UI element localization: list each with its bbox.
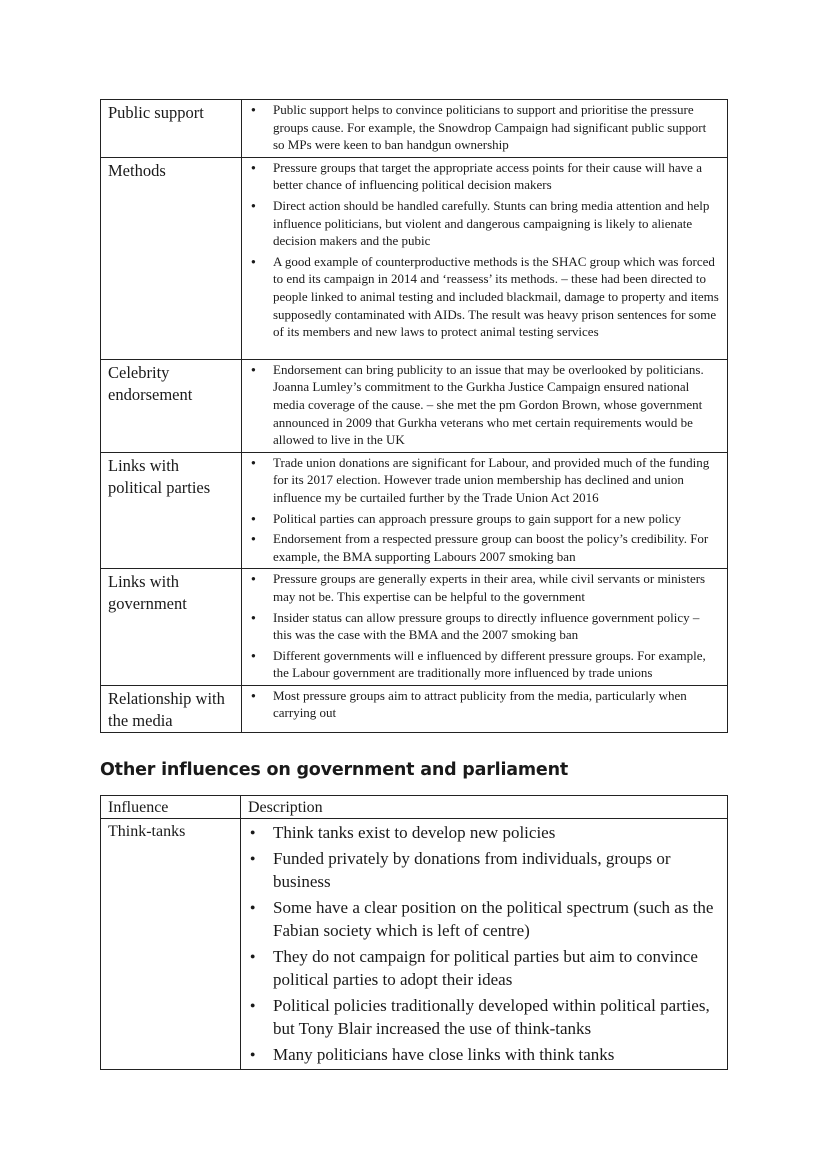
list-item: ● Public support helps to convince politicians to support and prioritise the pressure groups cause. For example, the Snowdrop Campaign had significant public support so MPs were keen to ban handgun ownership — [250, 101, 719, 154]
list-item: ● Most pressure groups aim to attract publicity from the media, particularly when carrying out — [250, 687, 719, 722]
bullet-list — [250, 570, 719, 682]
points-cell — [242, 452, 728, 569]
bullet-list — [250, 159, 719, 341]
factor-label: Links with government — [108, 572, 187, 614]
factor-cell — [101, 452, 242, 569]
points-cell — [242, 359, 728, 452]
list-item: ● Different governments will e influenced by different pressure groups. For example, the Labour government are traditionally more influenced by trade unions — [250, 647, 719, 682]
table-row — [101, 157, 728, 359]
list-item: ● Think tanks exist to develop new policies — [248, 821, 719, 844]
list-item: ● Trade union donations are significant for Labour, and provided much of the funding for its 2017 election. However trade union membership has declined and union influence my be curtailed further by the Trade Union Act 2016 — [250, 454, 719, 507]
factor-label: Relationship with the media — [108, 688, 225, 730]
list-item: ● They do not campaign for political parties but aim to convince political parties to adopt their ideas — [248, 945, 719, 991]
table-row — [101, 569, 728, 686]
factor-label: Public support — [108, 103, 204, 122]
table-row — [101, 359, 728, 452]
list-item: ● Endorsement from a respected pressure group can boost the policy’s credibility. For example, the BMA supporting Labours 2007 smoking ban — [250, 530, 719, 565]
column-header-influence: Influence — [101, 796, 241, 819]
list-item: ● Political parties can approach pressure groups to gain support for a new policy — [250, 510, 719, 528]
table-row — [101, 685, 728, 732]
list-item: ● A good example of counterproductive methods is the SHAC group which was forced to end its campaign in 2014 and ‘reassess’ its methods. – these had been directed to people linked to animal testing and included blackmail, damage to property and items supposedly contaminated with AIDs. The result was heavy prison sentences for some of its members and new laws to protect animal testing services — [250, 253, 719, 341]
list-item: ● Some have a clear position on the political spectrum (such as the Fabian society which is left of centre) — [248, 896, 719, 942]
influence-label: Think-tanks — [108, 823, 186, 840]
list-item: ● Insider status can allow pressure groups to directly influence government policy – this was the case with the BMA and the 2007 smoking ban — [250, 609, 719, 644]
other-influences-table — [100, 795, 728, 1070]
points-cell — [242, 100, 728, 158]
table-row — [101, 819, 728, 1070]
list-item: ● Political policies traditionally developed within political parties, but Tony Blair increased the use of think-tanks — [248, 994, 719, 1040]
list-item: ● Endorsement can bring publicity to an issue that may be overlooked by politicians. Joanna Lumley’s commitment to the Gurkha Justice Campaign ensured national media coverage of the cause. – she met the pm Gordon Brown, whose government announced in 2009 that Gurkha veterans who met certain requirements would be allowed to live in the UK — [250, 361, 719, 449]
column-header-description: Description — [241, 796, 728, 819]
table-header-row — [101, 796, 728, 819]
factor-cell — [101, 100, 242, 158]
description-cell — [241, 819, 728, 1070]
factor-label: Links with political parties — [108, 455, 211, 497]
factor-cell — [101, 685, 242, 732]
points-cell — [242, 569, 728, 686]
section-heading: Other influences on government and parliament — [100, 760, 568, 780]
bullet-list — [250, 454, 719, 566]
factor-cell — [101, 569, 242, 686]
list-item: ● Pressure groups are generally experts in their area, while civil servants or ministers may not be. This expertise can be helpful to the government — [250, 570, 719, 605]
influence-cell — [101, 819, 241, 1070]
bullet-list — [250, 101, 719, 154]
bullet-list — [248, 821, 719, 1066]
list-item: ● Funded privately by donations from individuals, groups or business — [248, 847, 719, 893]
points-cell — [242, 685, 728, 732]
list-item: ● Direct action should be handled carefully. Stunts can bring media attention and help influence politicians, but violent and dangerous campaigning is likely to alienate decision makers and the pubic — [250, 197, 719, 250]
factor-cell — [101, 157, 242, 359]
factor-cell — [101, 359, 242, 452]
bullet-list — [250, 361, 719, 449]
table-row — [101, 452, 728, 569]
list-item: ● Many politicians have close links with think tanks — [248, 1043, 719, 1066]
pressure-group-factors-table — [100, 99, 728, 733]
factor-label: Methods — [108, 160, 166, 180]
list-item: ● Pressure groups that target the appropriate access points for their cause will have a better chance of influencing political decision makers — [250, 159, 719, 194]
factor-label: Celebrity endorsement — [108, 362, 193, 404]
points-cell — [242, 157, 728, 359]
bullet-list — [250, 687, 719, 722]
table-row — [101, 100, 728, 158]
